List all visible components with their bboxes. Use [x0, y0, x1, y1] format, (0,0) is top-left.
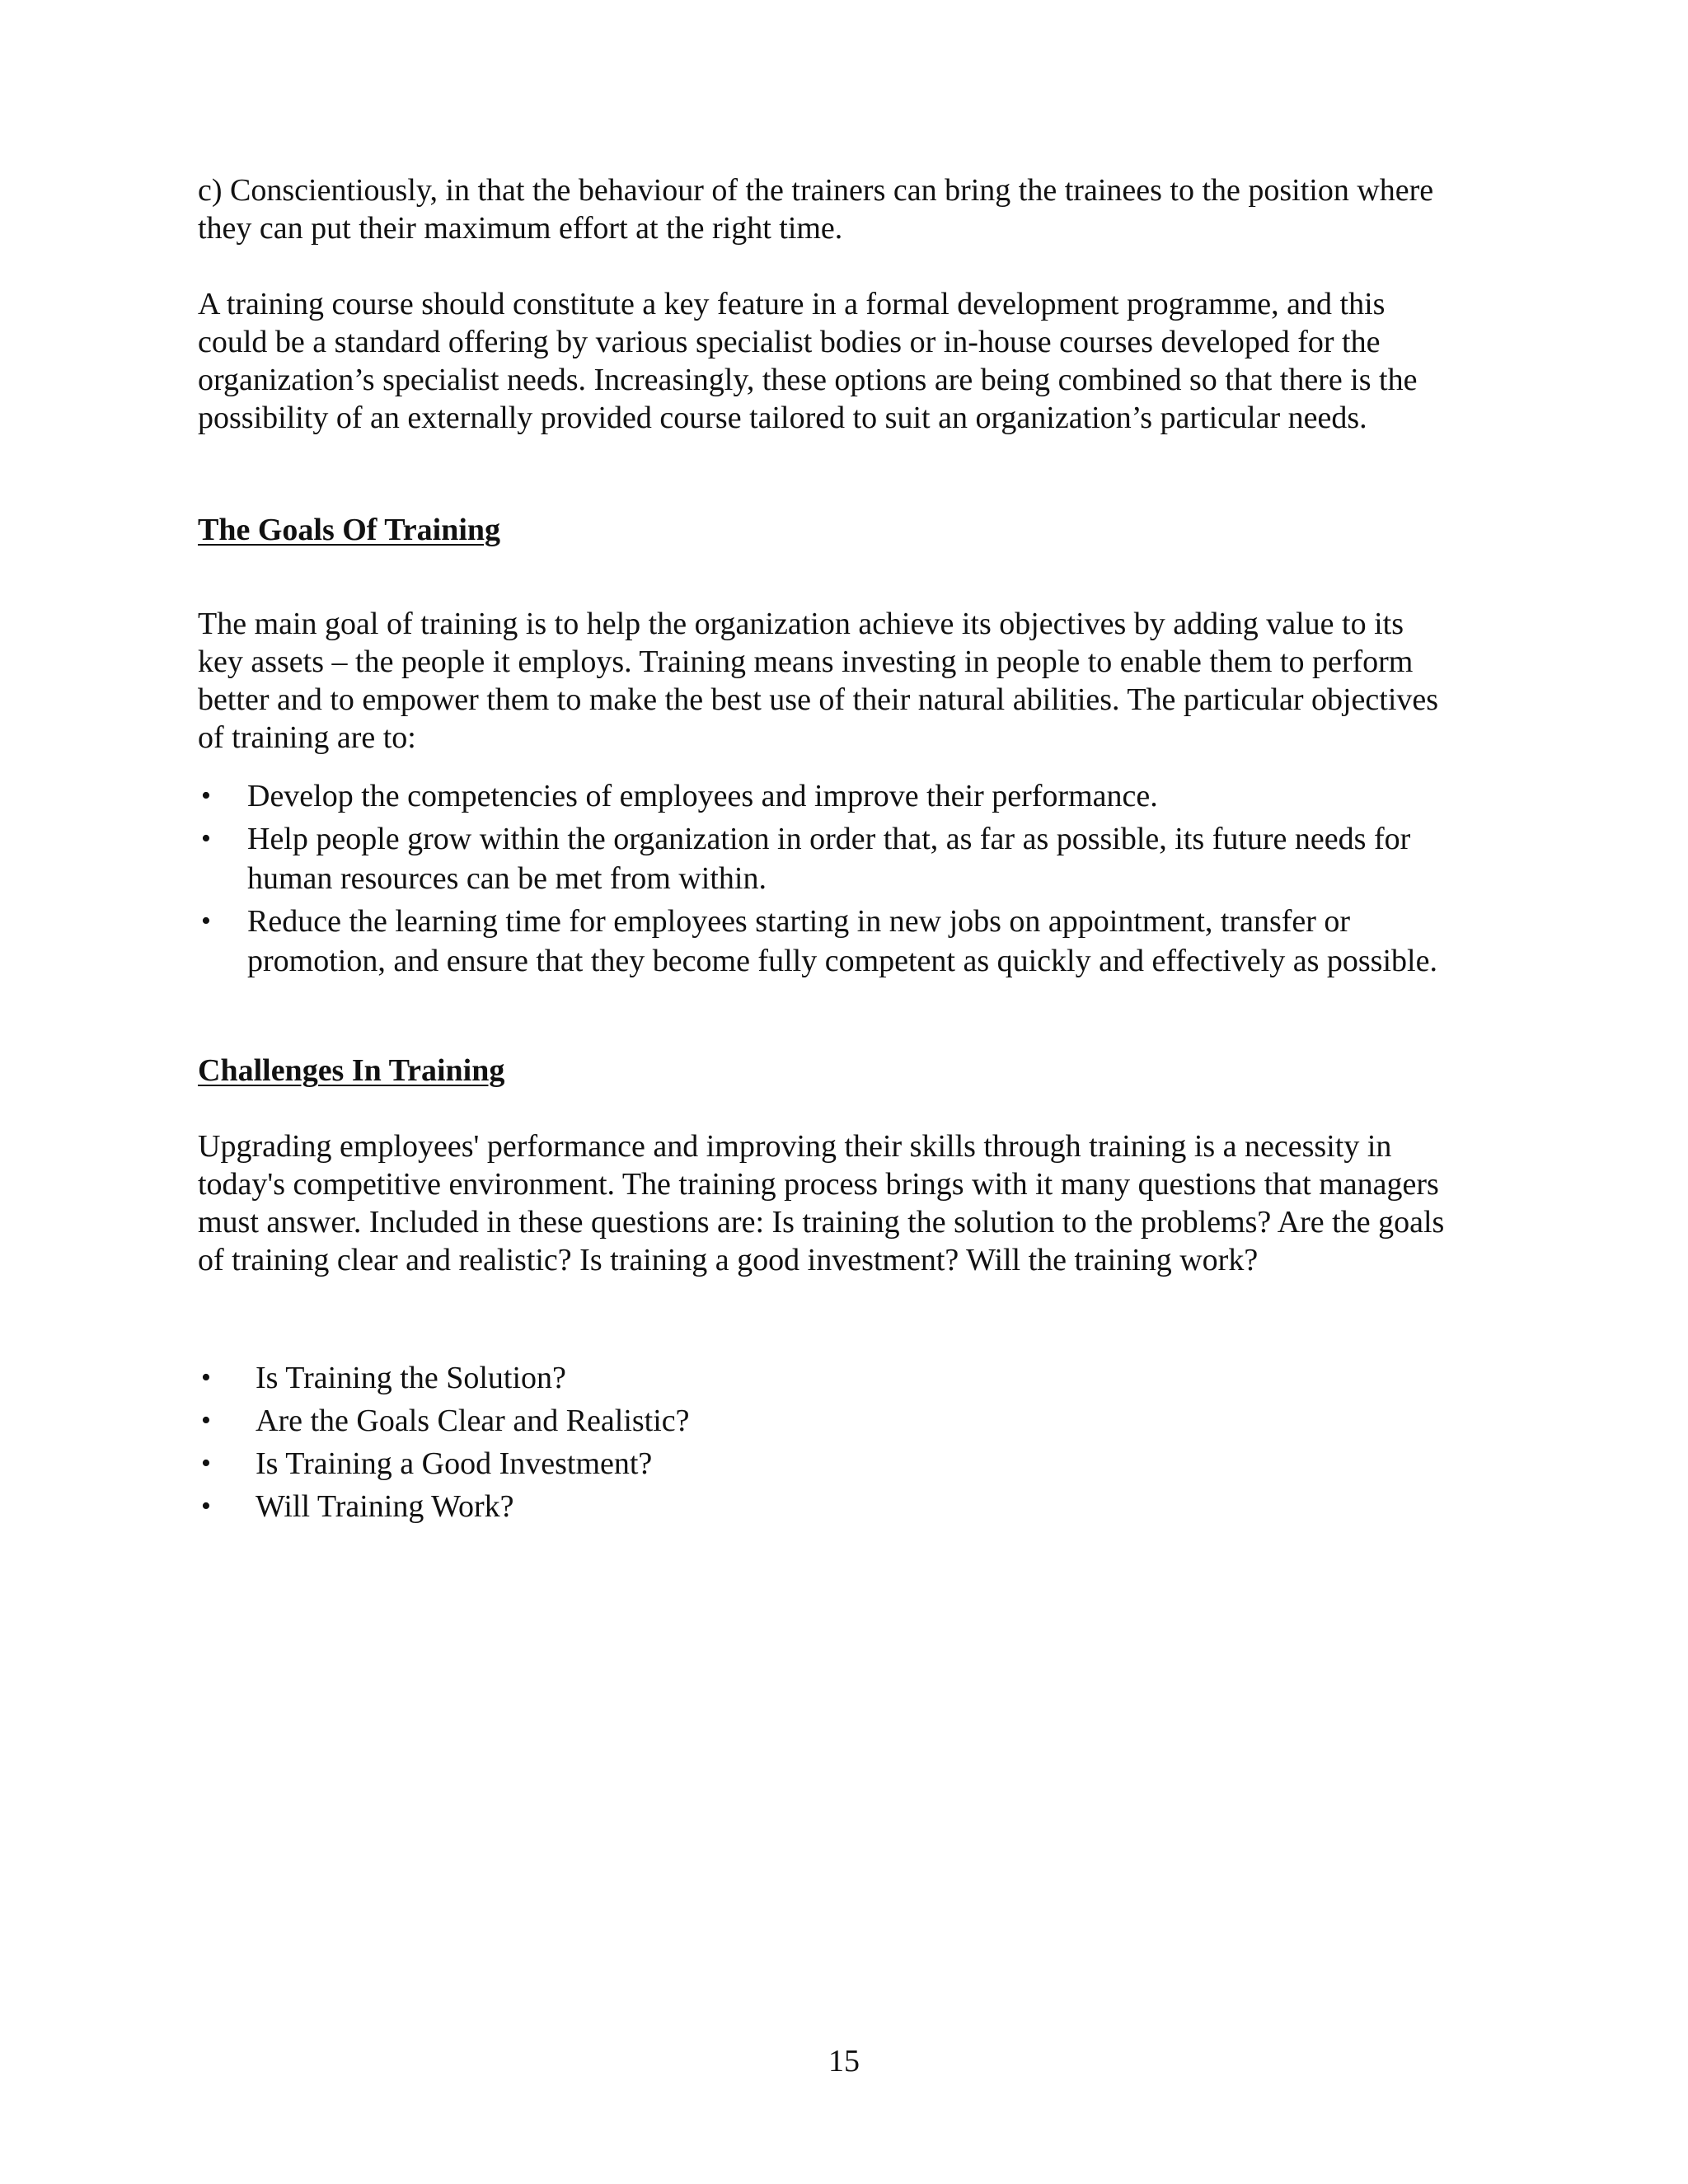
list-item	[198, 776, 1451, 816]
bullet-icon: •	[201, 1491, 211, 1521]
goals-heading: The Goals Of Training	[198, 513, 501, 547]
goals-bullet-list	[198, 776, 1451, 984]
bullet-icon: •	[201, 1405, 211, 1436]
challenges-paragraph: Upgrading employees' performance and improving their skills through training is a necessity in today's competitive environment. The training process brings with it many questions that managers must answer. Included in these questions are: Is training the solution to the problems? Are the goals of training clear and realistic? Is training a good investment? Will the training work?	[198, 1129, 1445, 1277]
list-item	[198, 1442, 1451, 1485]
page-number: 15	[828, 2044, 860, 2079]
list-item-text: Help people grow within the organization in order that, as far as possible, its future needs for human resources can be met from within.	[247, 822, 1411, 896]
bullet-icon: •	[201, 780, 211, 811]
challenges-bullet-list	[198, 1357, 1451, 1528]
intro-paragraph-2: A training course should constitute a key feature in a formal development programme, and this could be a standard offering by various specialist bodies or in-house courses developed for the organization’s specialist needs. Increasingly, these options are being combined so that there is the possibility of an externally provided course tailored to suit an organization’s particular needs.	[198, 287, 1418, 435]
list-item	[198, 902, 1451, 981]
bullet-icon: •	[201, 823, 211, 854]
list-item	[198, 1485, 1451, 1528]
bullet-icon: •	[201, 1362, 211, 1393]
bullet-icon: •	[201, 906, 211, 936]
list-item-text: Reduce the learning time for employees starting in new jobs on appointment, transfer or promotion, and ensure that they become fully competent as quickly and effectively as possible.	[247, 904, 1437, 978]
challenges-heading: Challenges In Training	[198, 1053, 505, 1088]
list-item-text: Is Training a Good Investment?	[256, 1446, 653, 1481]
list-item	[198, 819, 1451, 898]
intro-paragraph-1: c) Conscientiously, in that the behaviour of the trainers can bring the trainees to the position where they can put their maximum effort at the right time.	[198, 173, 1434, 246]
list-item-text: Will Training Work?	[256, 1489, 514, 1524]
list-item	[198, 1399, 1451, 1442]
list-item	[198, 1357, 1451, 1399]
list-item-text: Is Training the Solution?	[256, 1361, 566, 1395]
list-item-text: Are the Goals Clear and Realistic?	[256, 1404, 690, 1438]
list-item-text: Develop the competencies of employees and improve their performance.	[247, 779, 1158, 813]
bullet-icon: •	[201, 1448, 211, 1479]
goals-paragraph: The main goal of training is to help the organization achieve its objectives by adding value to its key assets – the people it employs. Training means investing in people to enable them to perform better and to empower them to make the best use of their natural abilities. The particular objectives of training are to:	[198, 607, 1439, 755]
